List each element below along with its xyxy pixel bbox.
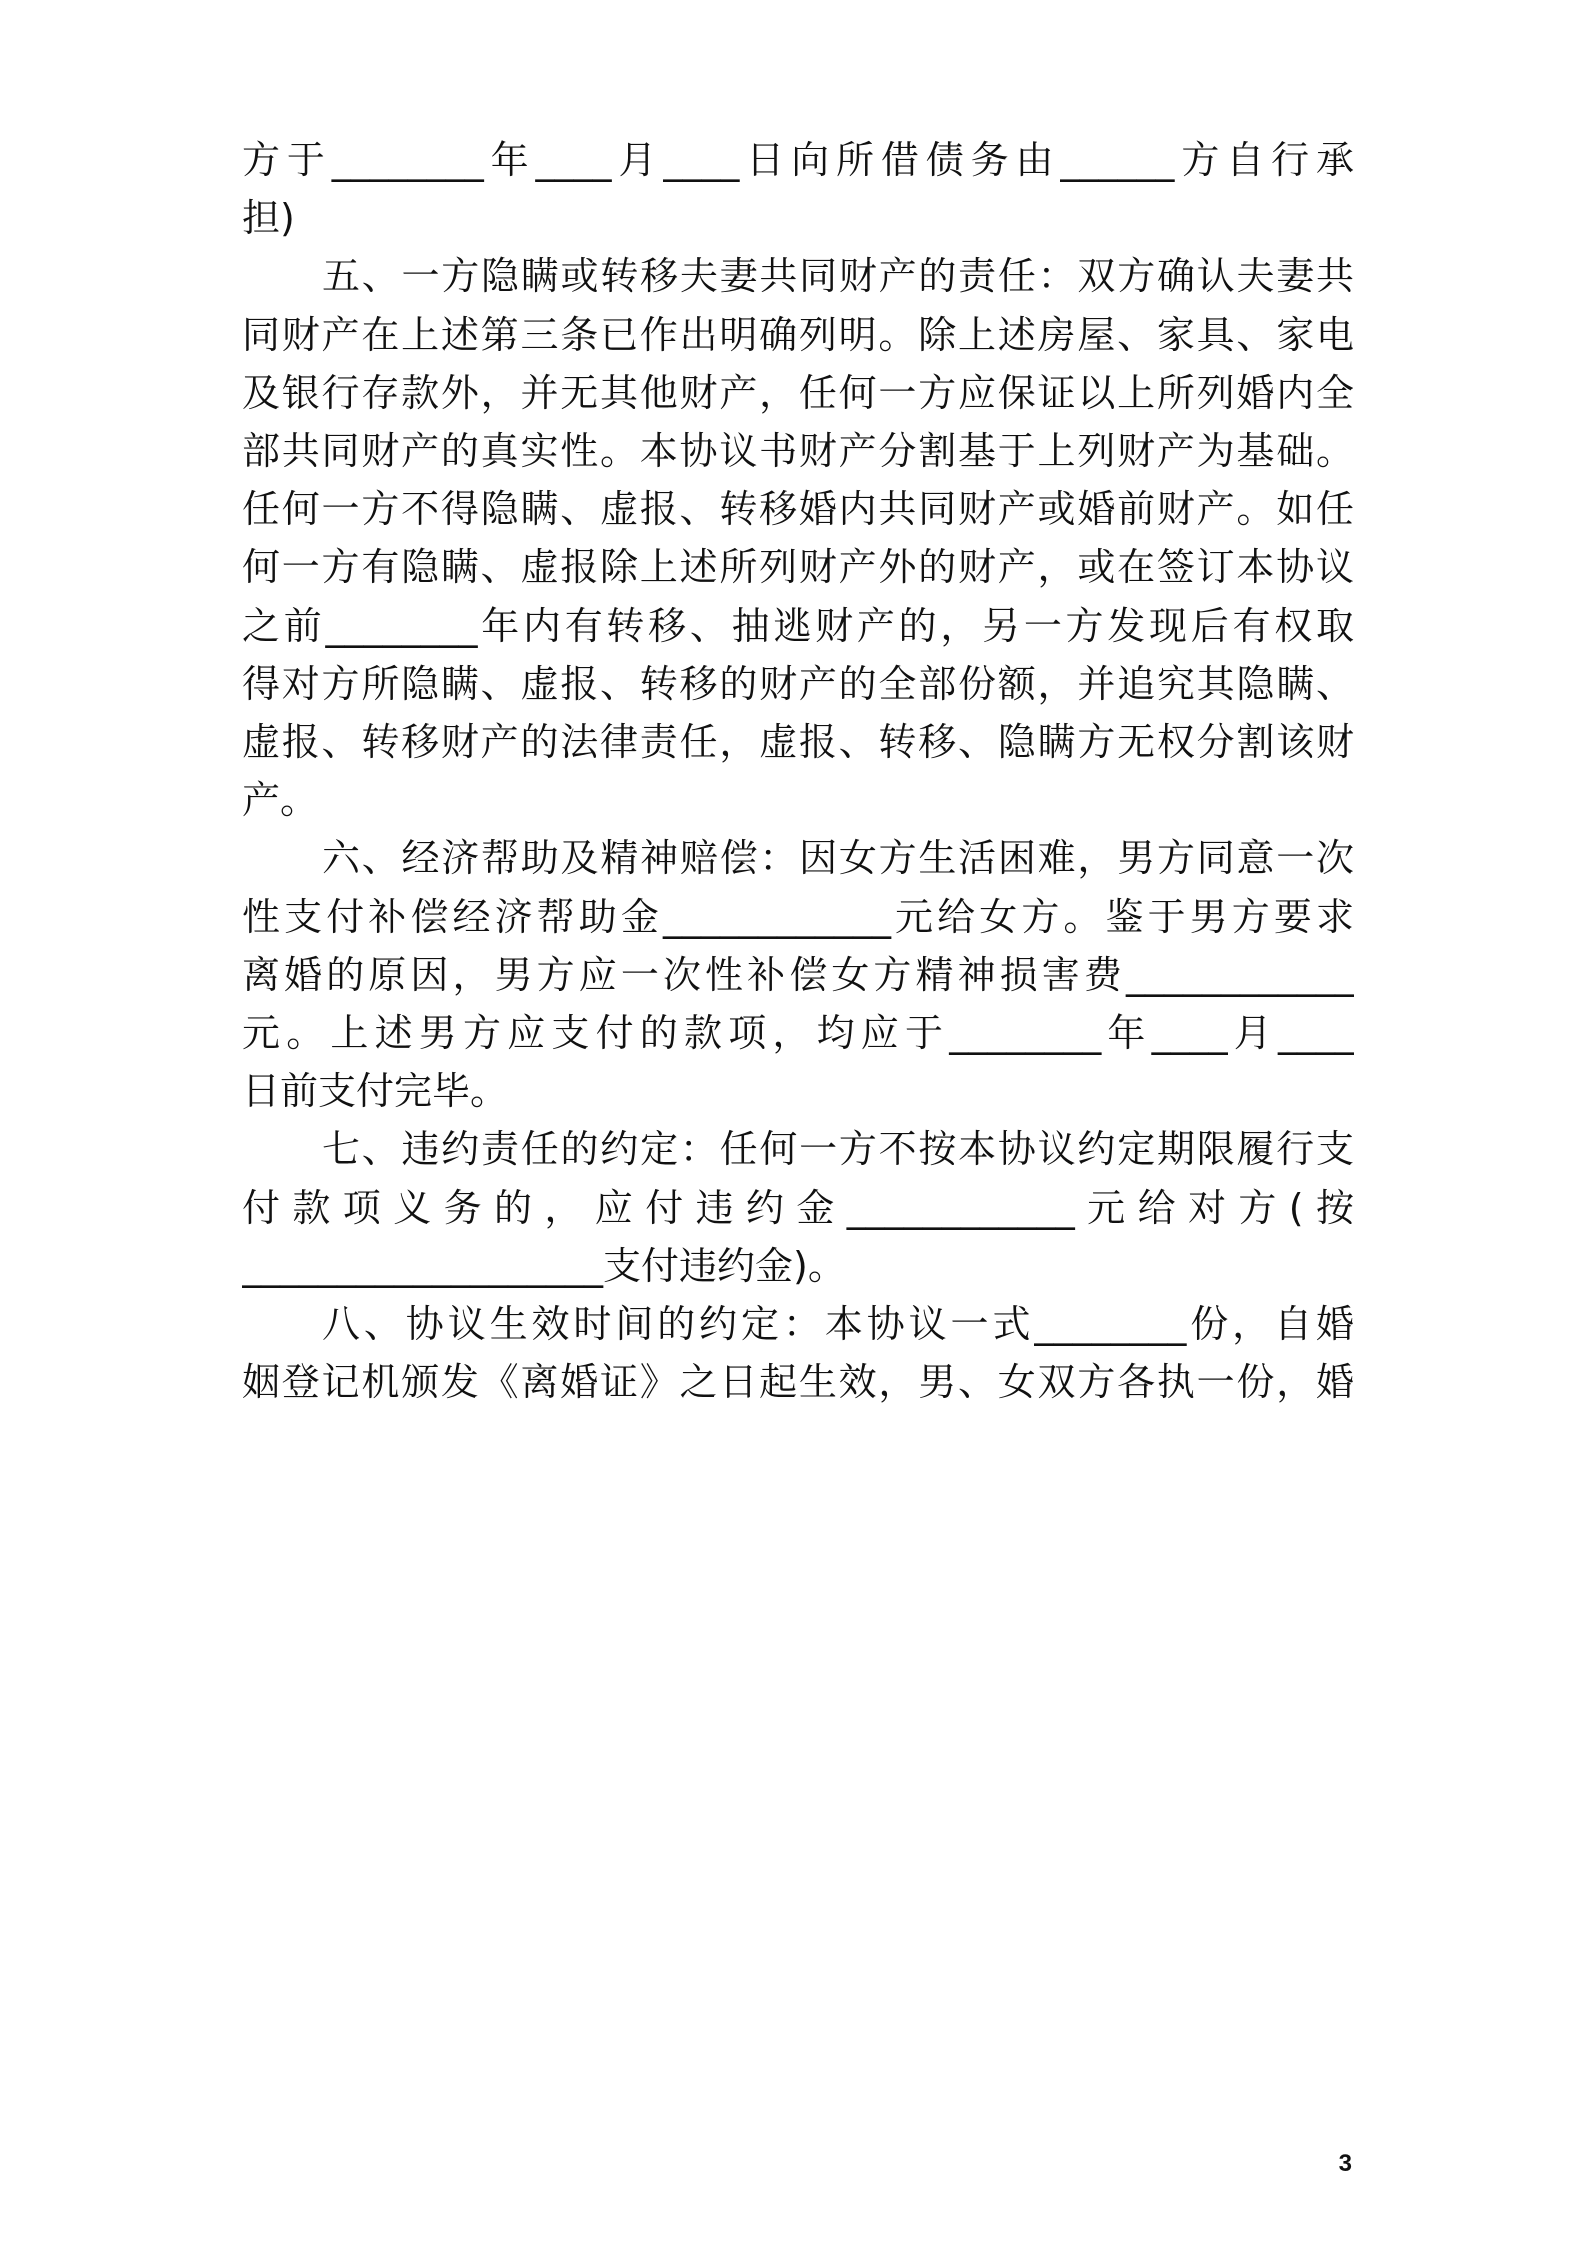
text-line: 付款项义务的，应付违约金____________元给对方(按 (242, 1186, 1354, 1230)
text-line: ___________________支付违约金)。 (242, 1244, 846, 1288)
section-heading-5: 五、一方隐瞒或转移夫妻共同财产的责任：双方确认夫妻共 (322, 254, 1354, 298)
text-line: 担) (242, 196, 295, 240)
text-line: 同财产在上述第三条已作出明确列明。除上述房屋、家具、家电 (242, 313, 1354, 357)
text-line: 何一方有隐瞒、虚报除上述所列财产外的财产，或在签订本协议 (242, 545, 1354, 589)
text-line: 日前支付完毕。 (242, 1069, 509, 1113)
text-line: 及银行存款外，并无其他财产，任何一方应保证以上所列婚内全 (242, 371, 1354, 415)
text-line: 方于________年____月____日向所借债务由______方自行承 (242, 138, 1354, 182)
section-heading-8: 八、协议生效时间的约定：本协议一式________份，自婚 (322, 1302, 1354, 1346)
text-line: 虚报、转移财产的法律责任，虚报、转移、隐瞒方无权分割该财 (242, 720, 1354, 764)
text-line: 性支付补偿经济帮助金____________元给女方。鉴于男方要求 (242, 895, 1354, 939)
text-line: 姻登记机颁发《离婚证》之日起生效，男、女双方各执一份，婚 (242, 1360, 1354, 1404)
text-line: 得对方所隐瞒、虚报、转移的财产的全部份额，并追究其隐瞒、 (242, 662, 1354, 706)
text-line: 之前________年内有转移、抽逃财产的，另一方发现后有权取 (242, 604, 1354, 648)
text-line: 部共同财产的真实性。本协议书财产分割基于上列财产为基础。 (242, 429, 1354, 473)
section-heading-7: 七、违约责任的约定：任何一方不按本协议约定期限履行支 (322, 1127, 1354, 1171)
section-heading-6: 六、经济帮助及精神赔偿：因女方生活困难，男方同意一次 (322, 836, 1354, 880)
page-number: 3 (1338, 2150, 1352, 2177)
text-line: 元。上述男方应支付的款项，均应于________年____月____ (242, 1011, 1354, 1055)
text-line: 任何一方不得隐瞒、虚报、转移婚内共同财产或婚前财产。如任 (242, 487, 1354, 531)
text-line: 离婚的原因，男方应一次性补偿女方精神损害费____________ (242, 953, 1354, 997)
text-line: 产。 (242, 778, 319, 822)
